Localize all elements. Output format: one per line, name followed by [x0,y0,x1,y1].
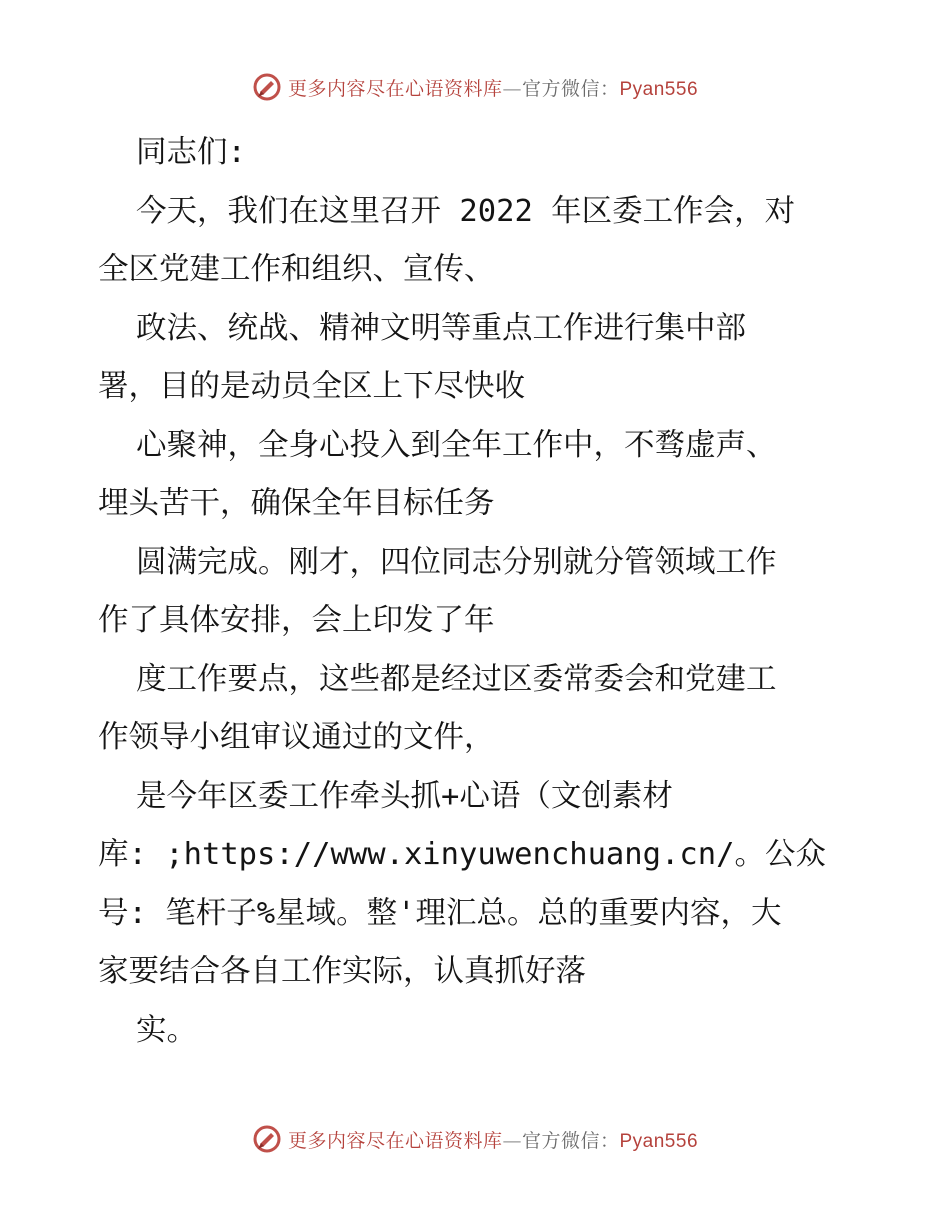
text-line: 实。 [136,1012,197,1048]
text-line: 库: ;https://www.xinyuwenchuang.cn/。公众 [98,837,826,872]
banner-slogan: 更多内容尽在心语资料库 [287,77,503,100]
text-line: 号: 笔杆子%星域。整'理汇总。总的重要内容，大 [98,895,782,931]
pen-nib-logo-icon [252,72,282,102]
text-line: 同志们: [136,135,246,170]
text-line: 家要结合各自工作实际，认真抓好落 [98,954,586,989]
text-line: 圆满完成。刚才，四位同志分别就分管领域工作 [136,544,777,580]
text-line: 心聚神，全身心投入到全年工作中，不骛虚声、 [136,427,777,463]
text-line: 政法、统战、精神文明等重点工作进行集中部 [136,310,746,346]
text-line: 作领导小组审议通过的文件， [98,720,495,755]
text-line: 全区党建工作和组织、宣传、 [98,252,495,287]
text-line: 作了具体安排，会上印发了年 [98,603,495,638]
banner-wechat-id: Pyan556 [619,1130,699,1152]
banner-dash: — [502,1129,522,1152]
banner-wechat-id: Pyan556 [619,78,699,100]
footer-watermark-banner [0,1124,950,1154]
text-line: 埋头苦干，确保全年目标任务 [98,486,495,521]
text-line: 今天，我们在这里召开 2022 年区委工作会，对 [136,193,796,229]
header-watermark-banner [0,72,950,102]
banner-text [288,1126,698,1153]
document-body [98,124,858,1060]
pen-nib-logo-icon [252,1124,282,1154]
banner-slogan: 更多内容尽在心语资料库 [287,1129,503,1152]
banner-dash: — [502,77,522,100]
banner-text [288,74,698,101]
banner-wechat-label: 官方微信： [521,77,620,100]
banner-wechat-label: 官方微信： [521,1129,620,1152]
text-line: 度工作要点，这些都是经过区委常委会和党建工 [136,661,777,697]
text-line: 署，目的是动员全区上下尽快收 [98,369,525,404]
text-line: 是今年区委工作牵头抓+心语（文创素材 [136,778,673,814]
